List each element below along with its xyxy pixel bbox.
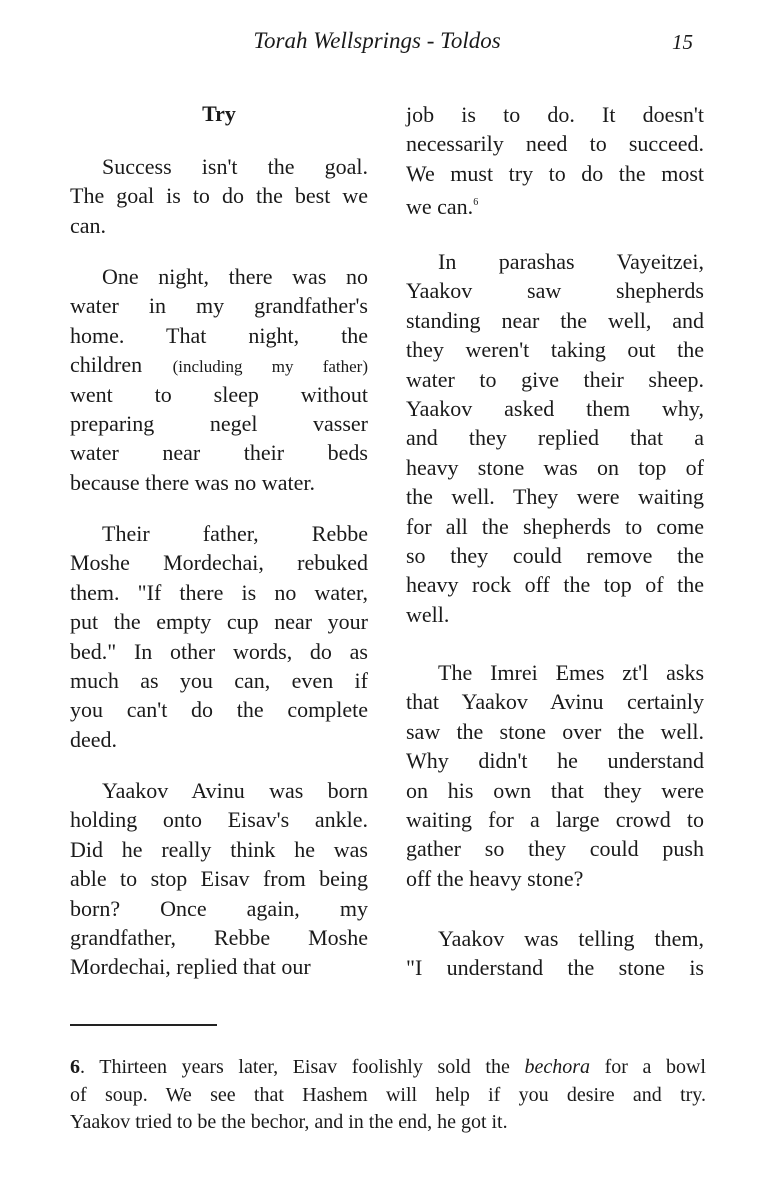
paragraph — [406, 658, 704, 893]
text-line: of soup. We see that Hashem will help if you desire and try. — [70, 1083, 706, 1106]
section-heading: Try — [202, 101, 236, 126]
text-line: heavy rock off the top of the — [406, 572, 704, 598]
book-title: Torah Wellsprings - Toldos — [253, 28, 501, 53]
paragraph — [70, 262, 368, 497]
text-line: much as you can, even if — [70, 667, 368, 693]
text-line: One night, there was no — [102, 264, 368, 289]
paragraph — [70, 519, 368, 754]
text-line: grandfather, Rebbe Moshe — [70, 924, 368, 950]
text-line: the well. They were waiting — [406, 484, 704, 510]
text-line: saw the stone over the well. — [406, 718, 704, 744]
paragraph — [406, 924, 704, 983]
text-line: water near their beds — [70, 440, 368, 466]
text-line: bed." In other words, do as — [70, 638, 368, 664]
text-segment: (including my father) — [172, 357, 368, 377]
text-line — [406, 188, 704, 220]
text-line: The Imrei Emes zt'l asks — [438, 660, 704, 685]
text-line: preparing negel vasser — [70, 410, 368, 436]
text-line: job is to do. It doesn't — [406, 102, 704, 127]
page-number: 15 — [672, 30, 693, 54]
text-line: Their father, Rebbe — [102, 521, 368, 546]
text-line: born? Once again, my — [70, 895, 368, 921]
text-line: deed. — [70, 726, 118, 752]
footnote-ref[interactable]: 6 — [473, 197, 479, 209]
paragraph — [70, 776, 368, 982]
text-line: We must try to do the most — [406, 160, 704, 186]
text-line: Moshe Mordechai, rebuked — [70, 550, 368, 576]
paragraph — [70, 152, 368, 240]
text-line: and they replied that a — [406, 425, 704, 451]
text-segment: children — [70, 352, 173, 378]
text-line: that Yaakov Avinu certainly — [406, 689, 704, 715]
right-column — [406, 0, 704, 1000]
text-line: Yaakov saw shepherds — [406, 278, 704, 304]
text-line: heavy stone was on top of — [406, 454, 704, 480]
text-line: standing near the well, and — [406, 307, 704, 333]
footnote — [70, 1054, 706, 1137]
text-line: Mordechai, replied that our — [70, 954, 311, 980]
text-line: Yaakov Avinu was born — [102, 778, 368, 803]
text-line: Yaakov tried to be the bechor, and in the end, he got it. — [70, 1111, 508, 1133]
text-line: The goal is to do the best we — [70, 183, 368, 209]
text-segment: for a bowl — [589, 1056, 706, 1078]
text-line: they weren't taking out the — [406, 337, 704, 363]
text-line: went to sleep without — [70, 381, 368, 407]
text-line: well. — [406, 601, 450, 627]
footnote-divider — [70, 1024, 217, 1026]
text-line: because there was no water. — [70, 469, 315, 495]
text-line — [70, 350, 368, 379]
left-column — [70, 0, 368, 1000]
text-line: water in my grandfather's — [70, 293, 368, 319]
text-line: able to stop Eisav from being — [70, 866, 368, 892]
text-line: In parashas Vayeitzei, — [438, 249, 704, 274]
paragraph — [406, 247, 704, 629]
text-line: "I understand the stone is — [406, 955, 704, 981]
text-line: water to give their sheep. — [406, 366, 704, 392]
text-line: gather so they could push — [406, 836, 704, 862]
text-line: off the heavy stone? — [406, 865, 584, 891]
text-line: them. "If there is no water, — [70, 579, 368, 605]
text-segment: 6 — [70, 1056, 80, 1078]
text-segment: . Thirteen years later, Eisav foolishly sold the — [80, 1056, 525, 1078]
text-line: Yaakov asked them why, — [406, 395, 704, 421]
text-line: Success isn't the goal. — [102, 154, 368, 179]
text-line: home. That night, the — [70, 322, 368, 348]
text-line: put the empty cup near your — [70, 609, 368, 635]
text-line: Why didn't he understand — [406, 748, 704, 774]
text-line: Did he really think he was — [70, 836, 368, 862]
text-line: can. — [70, 212, 107, 238]
text-segment: bechora — [524, 1056, 590, 1078]
text-line: so they could remove the — [406, 542, 704, 568]
text-line: Yaakov was telling them, — [438, 926, 704, 951]
text-line: for all the shepherds to come — [406, 513, 704, 539]
text-line — [70, 1054, 706, 1082]
text-line: on his own that they were — [406, 777, 704, 803]
paragraph — [406, 100, 704, 218]
text-line: you can't do the complete — [70, 697, 368, 723]
text-line: waiting for a large crowd to — [406, 806, 704, 832]
text-segment: we can. — [406, 194, 474, 220]
text-line: holding onto Eisav's ankle. — [70, 807, 368, 833]
text-line: necessarily need to succeed. — [406, 131, 704, 157]
